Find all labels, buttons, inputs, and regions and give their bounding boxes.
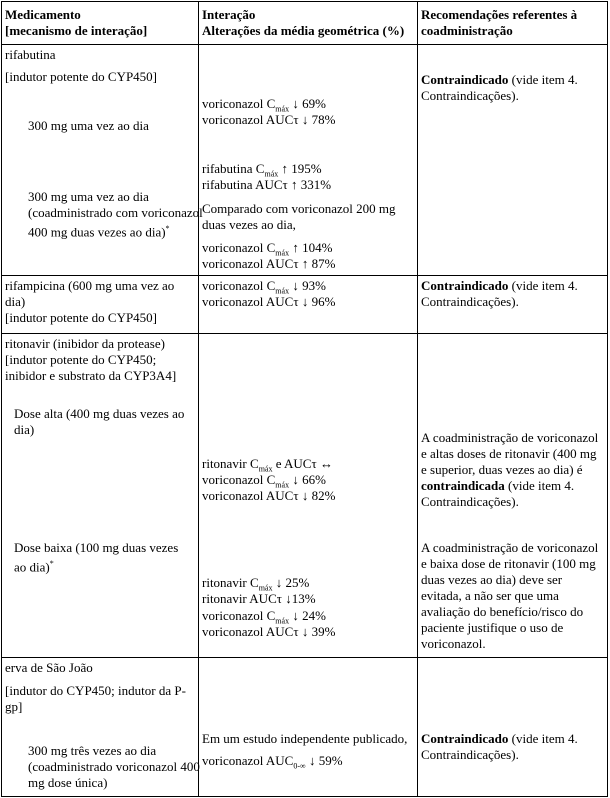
ritonavir-high-recommendation-line: contraindicada (vide item 4. [421,478,575,493]
ritonavir-low-dose-line: Dose baixa (100 mg duas vezes [14,540,179,555]
ritonavir-low-interaction-line: voriconazol AUCτ ↓ 39% [202,624,336,639]
ritonavir-low-recommendation-line: e baixa dose de ritonavir (100 mg [421,556,596,571]
ritonavir-line: ritonavir (inibidor da protease) [5,336,165,351]
header-interaction-title: Interação [202,7,256,22]
ritonavir-low-recommendation-line: paciente justifique o uso de [421,620,564,635]
ritonavir-low-recommendation-line: voriconazol. [421,636,486,651]
rifabutina-interaction-line: voriconazol AUCτ ↑ 87% [202,256,336,271]
ritonavir-low-interaction-line: voriconazol $C_{máx}$ ↓ 24% [202,608,326,626]
erva-line: gp] [5,699,23,714]
ritonavir-low-interaction-line: ritonavir $C_{máx}$ ↓ 25% [202,575,310,593]
rifabutina-dose-2-line-2: (coadministrado com voriconazol [28,205,203,220]
rifabutina-interaction-line: voriconazol $C_{máx}$ ↓ 69% [202,96,326,114]
footnote-star: * [49,559,54,568]
rifampicina-line: rifampicina (600 mg uma vez ao [5,278,175,293]
erva-dose-line: 300 mg três vezes ao dia [28,743,157,758]
rifabutina-dose-2-line-1: 300 mg uma vez ao dia [28,189,149,204]
rifampicina-line: [indutor potente do CYP450] [5,310,158,325]
rifabutina-interaction-line: rifabutina $C_{máx}$ ↑ 195% [202,161,322,179]
ritonavir-low-dose-line: ao dia)* [14,559,54,575]
rifabutina-interaction-line: Comparado com voriconazol 200 mg [202,201,396,216]
erva-recommendation-line: Contraindicações). [421,747,519,762]
erva-line: [indutor do CYP450; indutor da P- [5,683,186,698]
ritonavir-high-recommendation-line: Contraindicações). [421,494,519,509]
ritonavir-high-interaction-line: voriconazol $C_{máx}$ ↓ 66% [202,472,326,490]
erva-recommendation-line: Contraindicado (vide item 4. [421,731,578,746]
erva-dose-line: (coadministrado voriconazol 400 [28,759,200,774]
rifabutina-interaction-line: voriconazol AUCτ ↓ 78% [202,112,336,127]
erva-interaction-cell [199,658,418,797]
erva-dose-line: mg dose única) [28,775,108,790]
header-drug-title: Medicamento [5,7,81,22]
rifampicina-recommendation-line: Contraindicações). [421,294,519,309]
rifampicina-interaction-line: voriconazol $C_{máx}$ ↓ 93% [202,278,326,296]
ritonavir-high-recommendation-line: e superior, duas vezes ao dia) é [421,462,583,477]
rifabutina-mechanism: [indutor potente do CYP450] [5,69,158,84]
ritonavir-high-recommendation-line: e altas doses de ritonavir (400 mg [421,446,597,461]
ritonavir-low-recommendation-line: duas vezes ao dia) deve ser [421,572,563,587]
ritonavir-line: [indutor potente do CYP450; [5,352,157,367]
ritonavir-line: inibidor e substrato da CYP3A4] [5,368,177,383]
rifabutina-dose-1: 300 mg uma vez ao dia [28,118,149,133]
ritonavir-low-recommendation-line: evitada, a não ser que uma [421,588,559,603]
rifabutina-name: rifabutina [5,47,56,62]
rifabutina-dose-2-line-3: 400 mg duas vezes ao dia)* [28,224,170,240]
erva-interaction-line: Em um estudo independente publicado, [202,731,408,746]
ritonavir-high-interaction-line: voriconazol AUCτ ↓ 82% [202,488,336,503]
rifabutina-recommendation-line: Contraindicado (vide item 4. [421,72,578,87]
rifabutina-recommendation-line: Contraindicações). [421,88,519,103]
erva-line: erva de São João [5,660,93,675]
rifabutina-interaction-line: duas vezes ao dia, [202,217,296,232]
ritonavir-low-interaction-line: ritonavir AUCτ ↓13% [202,591,316,606]
rifabutina-interaction-line: rifabutina AUCτ ↑ 331% [202,177,332,192]
rifabutina-interaction-line: voriconazol $C_{máx}$ ↑ 104% [202,240,333,258]
ritonavir-low-recommendation-line: A coadministração de voriconazol [421,540,599,555]
header-interaction-subtitle: Alterações da média geométrica (%) [202,23,405,38]
rifampicina-line: dia) [5,294,26,309]
ritonavir-high-dose-line: dia) [14,422,35,437]
erva-recommendation-cell [418,658,608,797]
header-recommendation-title: Recomendações referentes à [421,7,578,22]
ritonavir-high-recommendation-line: A coadministração de voriconazol [421,430,599,445]
header-recommendation-subtitle: coadministração [421,23,513,38]
erva-interaction-line: voriconazol $AUC_{0-\infty}$ ↓ 59% [202,753,343,771]
rifampicina-interaction-line: voriconazol AUCτ ↓ 96% [202,294,336,309]
ritonavir-low-recommendation-line: avaliação do benefício/risco do [421,604,584,619]
header-drug-subtitle: [mecanismo de interação] [5,23,148,38]
ritonavir-high-interaction-line: ritonavir $C_{máx}$ e AUCτ ↔ [202,456,333,474]
rifampicina-recommendation-line: Contraindicado (vide item 4. [421,278,578,293]
ritonavir-high-dose-line: Dose alta (400 mg duas vezes ao [14,406,185,421]
footnote-star: * [165,224,170,233]
